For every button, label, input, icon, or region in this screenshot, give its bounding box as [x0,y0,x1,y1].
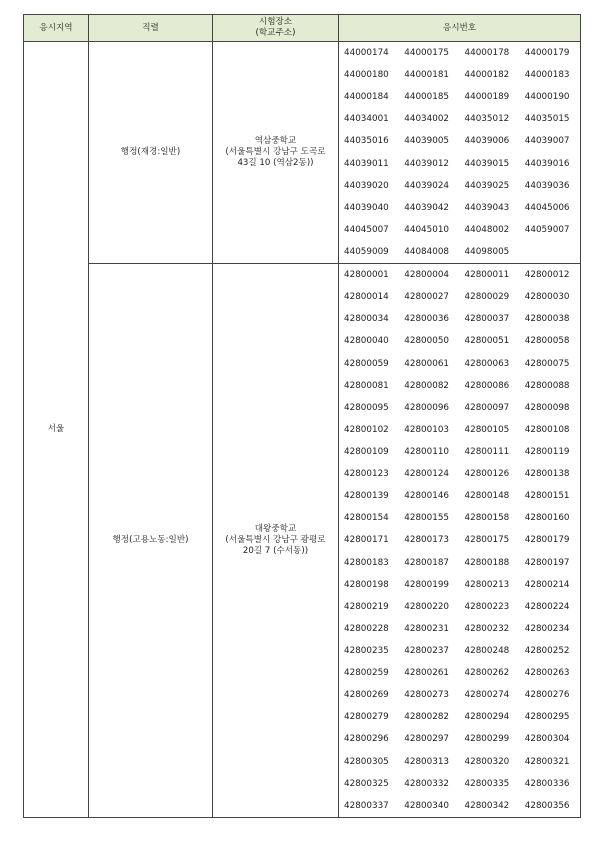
exam-number: 42800335 [464,778,510,789]
exam-number: 42800036 [404,314,450,325]
exam-number: 42800151 [524,491,570,502]
exam-number: 42800273 [404,690,450,701]
exam-number: 44045007 [344,224,389,235]
header-region: 응시지역 [24,15,89,42]
exam-number: 42800188 [464,557,510,568]
header-job: 직렬 [89,15,213,42]
exam-number: 42800214 [524,579,570,590]
exam-number: 42800110 [404,446,450,457]
exam-number: 42800279 [344,712,389,723]
exam-number: 44084008 [404,246,450,257]
exam-number: 42800321 [524,756,570,767]
exam-number: 42800051 [464,336,510,347]
exam-number: 42800276 [524,690,570,701]
exam-number: 42800027 [404,292,450,303]
exam-number: 42800088 [524,380,570,391]
exam-number: 42800179 [524,535,570,546]
exam-number: 42800237 [404,645,450,656]
exam-number: 44045010 [404,224,450,235]
exam-number: 42800095 [344,402,389,413]
exam-number: 42800231 [404,623,450,634]
exam-number: 42800098 [524,402,570,413]
exam-number: 44039005 [404,136,450,147]
exam-number: 42800213 [464,579,510,590]
exam-number: 42800155 [404,513,450,524]
exam-number: 42800050 [404,336,450,347]
exam-number: 42800146 [404,491,450,502]
exam-number: 42800148 [464,491,510,502]
place-address-1b: 43길 10 (역삼2동)) [237,158,314,169]
exam-number: 44000175 [404,48,450,58]
exam-number: 42800014 [344,292,389,303]
exam-number: 44035016 [344,136,389,147]
exam-number: 42800124 [404,469,450,480]
exam-number: 44039043 [464,202,510,213]
exam-number: 42800030 [524,292,570,303]
exam-number: 44039012 [404,158,450,169]
exam-number: 44039040 [344,202,389,213]
exam-number: 42800111 [464,446,510,457]
exam-number: 42800262 [464,668,510,679]
numbers-cell-1 [339,42,581,264]
exam-number: 42800320 [464,756,510,767]
exam-number: 42800119 [524,446,570,457]
exam-number: 42800219 [344,601,389,612]
exam-number: 44039011 [344,158,389,169]
exam-number: 44045006 [524,202,570,213]
numbers-cell-2 [339,264,581,818]
exam-number: 42800011 [464,270,510,281]
region-cell: 서울 [24,42,89,818]
exam-number: 42800103 [404,424,450,435]
exam-number: 42800158 [464,513,510,524]
header-place [213,15,339,42]
exam-number: 44048002 [464,224,510,235]
exam-number: 42800160 [524,513,570,524]
place-address-2b: 20길 7 (수서동)) [242,545,309,556]
exam-number: 44039025 [464,180,510,191]
exam-number: 42800075 [524,358,570,369]
exam-number: 42800299 [464,734,510,745]
exam-number: 42800198 [344,579,389,590]
exam-number: 42800059 [344,358,389,369]
exam-number: 44035012 [464,114,510,125]
exam-number: 42800282 [404,712,450,723]
exam-number: 42800082 [404,380,450,391]
exam-number: 42800342 [464,800,510,811]
exam-number: 42800197 [524,557,570,568]
exam-number: 44039036 [524,180,570,191]
exam-number: 44034001 [344,114,389,125]
exam-number: 44039016 [524,158,570,169]
place-name-1: 역삼중학교 [254,136,297,147]
exam-number: 42800086 [464,380,510,391]
exam-site-table [23,14,581,818]
exam-number: 42800261 [404,668,450,679]
exam-number: 44000174 [344,48,389,58]
exam-number: 42800126 [464,469,510,480]
exam-number: 42800274 [464,690,510,701]
exam-number: 42800220 [404,601,450,612]
exam-number: 42800313 [404,756,450,767]
exam-number: 42800001 [344,270,389,281]
exam-number: 42800175 [464,535,510,546]
exam-number: 44039024 [404,180,450,191]
exam-number: 42800304 [524,734,570,745]
exam-number: 42800038 [524,314,570,325]
exam-number: 42800034 [344,314,389,325]
exam-number: 44000190 [524,92,570,103]
group-row-2 [24,264,581,818]
exam-number: 42800224 [524,601,570,612]
exam-number: 42800295 [524,712,570,723]
exam-number: 42800296 [344,734,389,745]
exam-number: 42800187 [404,557,450,568]
place-address-1a: (서울특별시 강남구 도곡로 [225,147,326,158]
exam-number: 44039020 [344,180,389,191]
exam-number: 44039007 [524,136,570,147]
header-numbers: 응시번호 [339,15,581,42]
exam-number: 44035015 [524,114,570,125]
exam-number: 44000182 [464,70,510,81]
place-cell-1 [213,42,339,264]
exam-number: 42800183 [344,557,389,568]
exam-number: 42800332 [404,778,450,789]
exam-number: 42800096 [404,402,450,413]
exam-number: 42800223 [464,601,510,612]
exam-number: 42800232 [464,623,510,634]
exam-number: 44000180 [344,70,389,81]
exam-number: 42800061 [404,358,450,369]
exam-number: 42800234 [524,623,570,634]
exam-number: 42800305 [344,756,389,767]
exam-number: 42800063 [464,358,510,369]
job-cell-1: 행정(재경:일반) [89,42,213,264]
exam-number: 42800040 [344,336,389,347]
exam-number: 42800248 [464,645,510,656]
exam-number: 42800097 [464,402,510,413]
place-cell-2 [213,264,339,818]
exam-number: 42800337 [344,800,389,811]
exam-number: 42800252 [524,645,570,656]
exam-number: 44039006 [464,136,510,147]
exam-number: 42800138 [524,469,570,480]
exam-number: 42800109 [344,446,389,457]
exam-number: 42800173 [404,535,450,546]
header-row [24,15,581,42]
numbers-grid-1 [339,42,580,263]
exam-number: 44000179 [524,48,570,58]
exam-number: 44039015 [464,158,510,169]
exam-number: 42800123 [344,469,389,480]
exam-number: 44059009 [344,246,389,257]
exam-number: 44059007 [524,224,570,235]
exam-number: 42800108 [524,424,570,435]
exam-number: 44000183 [524,70,570,81]
group-row-1 [24,42,581,264]
exam-number: 42800199 [404,579,450,590]
exam-number: 42800081 [344,380,389,391]
exam-number: 44000189 [464,92,510,103]
exam-number: 42800356 [524,800,570,811]
exam-number: 42800263 [524,668,570,679]
exam-number: 42800325 [344,778,389,789]
exam-number: 42800269 [344,690,389,701]
exam-number: 42800012 [524,270,570,281]
exam-number: 42800336 [524,778,570,789]
exam-number: 42800139 [344,491,389,502]
exam-number: 42800105 [464,424,510,435]
header-place-line1: 시험장소 [258,17,293,27]
place-address-2a: (서울특별시 강남구 광평로 [225,534,326,545]
exam-number: 44000184 [344,92,389,103]
place-name-2: 대왕중학교 [254,523,297,534]
exam-number: 42800340 [404,800,450,811]
exam-number: 42800171 [344,535,389,546]
exam-number: 44039042 [404,202,450,213]
exam-number: 42800294 [464,712,510,723]
numbers-grid-2 [339,264,580,817]
exam-number: 44000178 [464,48,510,58]
exam-number: 42800058 [524,336,570,347]
exam-number: 42800235 [344,645,389,656]
exam-number: 42800004 [404,270,450,281]
exam-number: 42800154 [344,513,389,524]
exam-number: 42800228 [344,623,389,634]
exam-number: 42800259 [344,668,389,679]
header-place-line2: (학교주소) [255,28,296,38]
exam-number: 44000185 [404,92,450,103]
job-cell-2: 행정(고용노동:일반) [89,264,213,818]
exam-number: 42800297 [404,734,450,745]
exam-number: 44098005 [464,246,510,257]
exam-number: 44000181 [404,70,450,81]
exam-number: 44034002 [404,114,450,125]
exam-number: 42800029 [464,292,510,303]
exam-number: 42800037 [464,314,510,325]
exam-number: 42800102 [344,424,389,435]
